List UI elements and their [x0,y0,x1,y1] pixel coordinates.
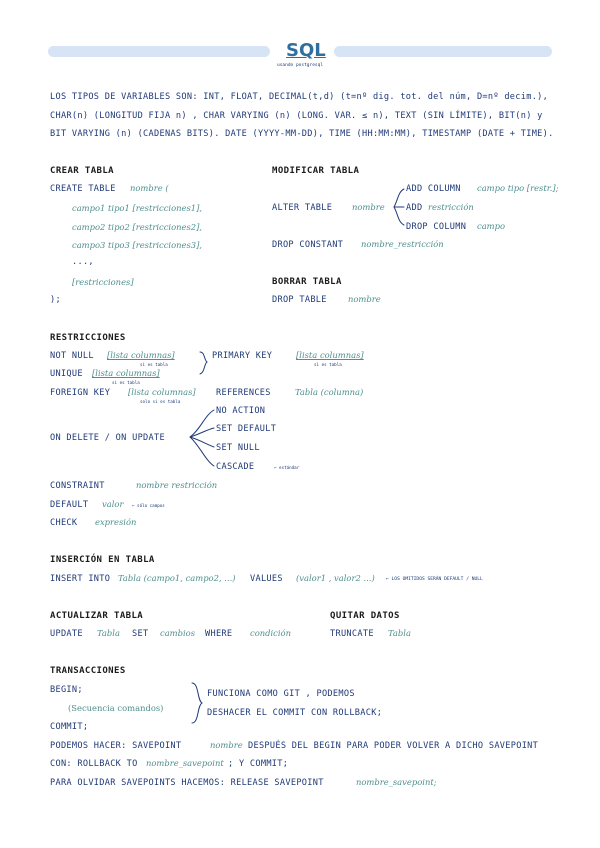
where-args: condición [250,628,291,638]
cascade-note: ← estándar [274,465,300,470]
section-title-actualizar: ACTUALIZAR TABLA [50,611,144,621]
page-title: SQL [286,40,326,61]
primary-key-brace [200,352,207,374]
default-keyword: DEFAULT [50,500,89,510]
update-table: Tabla [97,628,120,638]
page-subtitle: usando postgresql [277,63,324,68]
drop-constant-keyword: DROP CONSTANT [272,240,344,250]
drop-table-name: nombre [348,294,381,304]
primary-key-keyword: PRIMARY KEY [212,351,273,361]
truncate-keyword: TRUNCATE [330,629,374,639]
savepoint-line-2b: nombre_savepoint [146,758,224,768]
savepoint-line-3b: nombre_savepoint; [356,777,437,787]
alter-table-keyword: ALTER TABLE [272,203,333,213]
alter-arrow-top [394,189,404,207]
add-args: restricción [428,202,474,212]
references-args: Tabla (columna) [295,387,364,397]
foreign-key-keyword: FOREIGN KEY [50,388,111,398]
opt-no-action: NO ACTION [216,406,266,416]
truncate-table: Tabla [388,628,411,638]
add-column-args: campo tipo [restr.]; [477,183,559,193]
section-title-restricciones: RESTRICCIONES [50,333,126,343]
git-note-line-2: DESHACER EL COMMIT CON ROLLBACK; [207,708,383,718]
on-delete-branch-2 [190,428,214,437]
where-keyword: WHERE [205,629,233,639]
not-null-keyword: NOT NULL [50,351,94,361]
savepoint-line-1a: PODEMOS HACER: SAVEPOINT [50,741,182,751]
transaction-brace [192,683,202,723]
references-keyword: REFERENCES [216,388,271,398]
values-keyword: VALUES [250,574,283,584]
begin-keyword: BEGIN; [50,685,83,695]
savepoint-line-2a: CON: ROLLBACK TO [50,759,138,769]
unique-list: [lista columnas] [92,368,160,378]
insert-into-keyword: INSERT INTO [50,574,111,584]
set-args: cambios [160,628,196,638]
default-args: valor [102,499,124,509]
git-note-line-1: FUNCIONA COMO GIT , PODEMOS [207,689,355,699]
on-delete-branch-3 [190,437,214,447]
section-title-crear: CREAR TABLA [50,166,115,176]
alter-arrow-bottom [394,207,404,225]
update-keyword: UPDATE [50,629,83,639]
opt-set-null: SET NULL [216,443,260,453]
savepoint-line-1b: nombre [210,740,243,750]
opt-set-default: SET DEFAULT [216,424,277,434]
primary-key-list: [lista columnas] [296,350,364,360]
drop-column-keyword: DROP COLUMN [406,222,467,232]
default-note: ← sólo campos [132,503,165,508]
on-delete-update: ON DELETE / ON UPDATE [50,433,165,443]
values-args: (valor1 , valor2 ...) [296,573,375,583]
section-title-modificar: MODIFICAR TABLA [272,166,360,176]
foreign-key-note: solo si es tabla [140,399,181,404]
set-keyword: SET [132,629,149,639]
intro-line-2: CHAR(n) (LONGITUD FIJA n) , CHAR VARYING (n) (LONG. VAR. ≤ n), TEXT (SIN LÍMITE), BIT(n) y [50,111,543,121]
savepoint-line-1c: DESPUÉS DEL BEGIN PARA PODER VOLVER A DICHO SAVEPOINT [248,741,539,751]
create-campo3: campo3 tipo3 [restricciones3], [72,240,203,250]
check-keyword: CHECK [50,518,78,528]
drop-table-keyword: DROP TABLE [272,295,327,305]
section-title-borrar: BORRAR TABLA [272,277,342,287]
create-campo1: campo1 tipo1 [restricciones1], [72,203,203,213]
check-args: expresión [95,517,137,527]
unique-note: si es tabla [112,380,140,385]
insert-note: ← LOS OMITIDOS SERÁN DEFAULT / NULL [386,577,483,582]
savepoint-line-2c: ; Y COMMIT; [228,759,289,769]
commit-keyword: COMMIT; [50,722,89,732]
not-null-note: si es tabla [140,362,168,367]
drop-constant-args: nombre_restricción [361,239,444,249]
not-null-list: [lista columnas] [107,350,175,360]
add-keyword: ADD [406,203,423,213]
opt-cascade: CASCADE [216,462,255,472]
create-keyword: CREATE TABLE [50,184,116,194]
primary-key-note: si es tabla [314,362,342,367]
alter-table-name: nombre [352,202,385,212]
savepoint-line-3a: PARA OLVIDAR SAVEPOINTS HACEMOS: RELEASE SAVEPOINT [50,778,324,788]
create-campo2: campo2 tipo2 [restricciones2], [72,222,203,232]
constraint-args: nombre restricción [136,480,218,490]
section-title-transacciones: TRANSACCIONES [50,666,126,676]
create-name: nombre ( [130,183,169,193]
create-close: ); [50,295,61,305]
insert-table: Tabla (campo1, campo2, ...) [118,573,236,583]
section-title-insercion: INSERCIÓN EN TABLA [50,555,155,565]
create-restricciones: [restricciones] [72,277,134,287]
drop-column-args: campo [477,221,506,231]
unique-keyword: UNIQUE [50,369,83,379]
intro-line-1: LOS TIPOS DE VARIABLES SON: INT, FLOAT, DECIMAL(t,d) (t=nº dig. tot. del núm, D=nº decim.), [50,92,549,102]
section-title-quitar: QUITAR DATOS [330,611,400,621]
add-column-keyword: ADD COLUMN [406,184,461,194]
intro-line-3: BIT VARYING (n) (CADENAS BITS). DATE (YYYY-MM-DD), TIME (HH:MM:MM), TIMESTAMP (DATE + TIME). [50,129,554,139]
sequence-commands: (Secuencia comandos) [68,703,164,713]
create-dots: ..., [72,257,94,267]
constraint-keyword: CONSTRAINT [50,481,105,491]
foreign-key-list: [lista columnas] [128,387,196,397]
